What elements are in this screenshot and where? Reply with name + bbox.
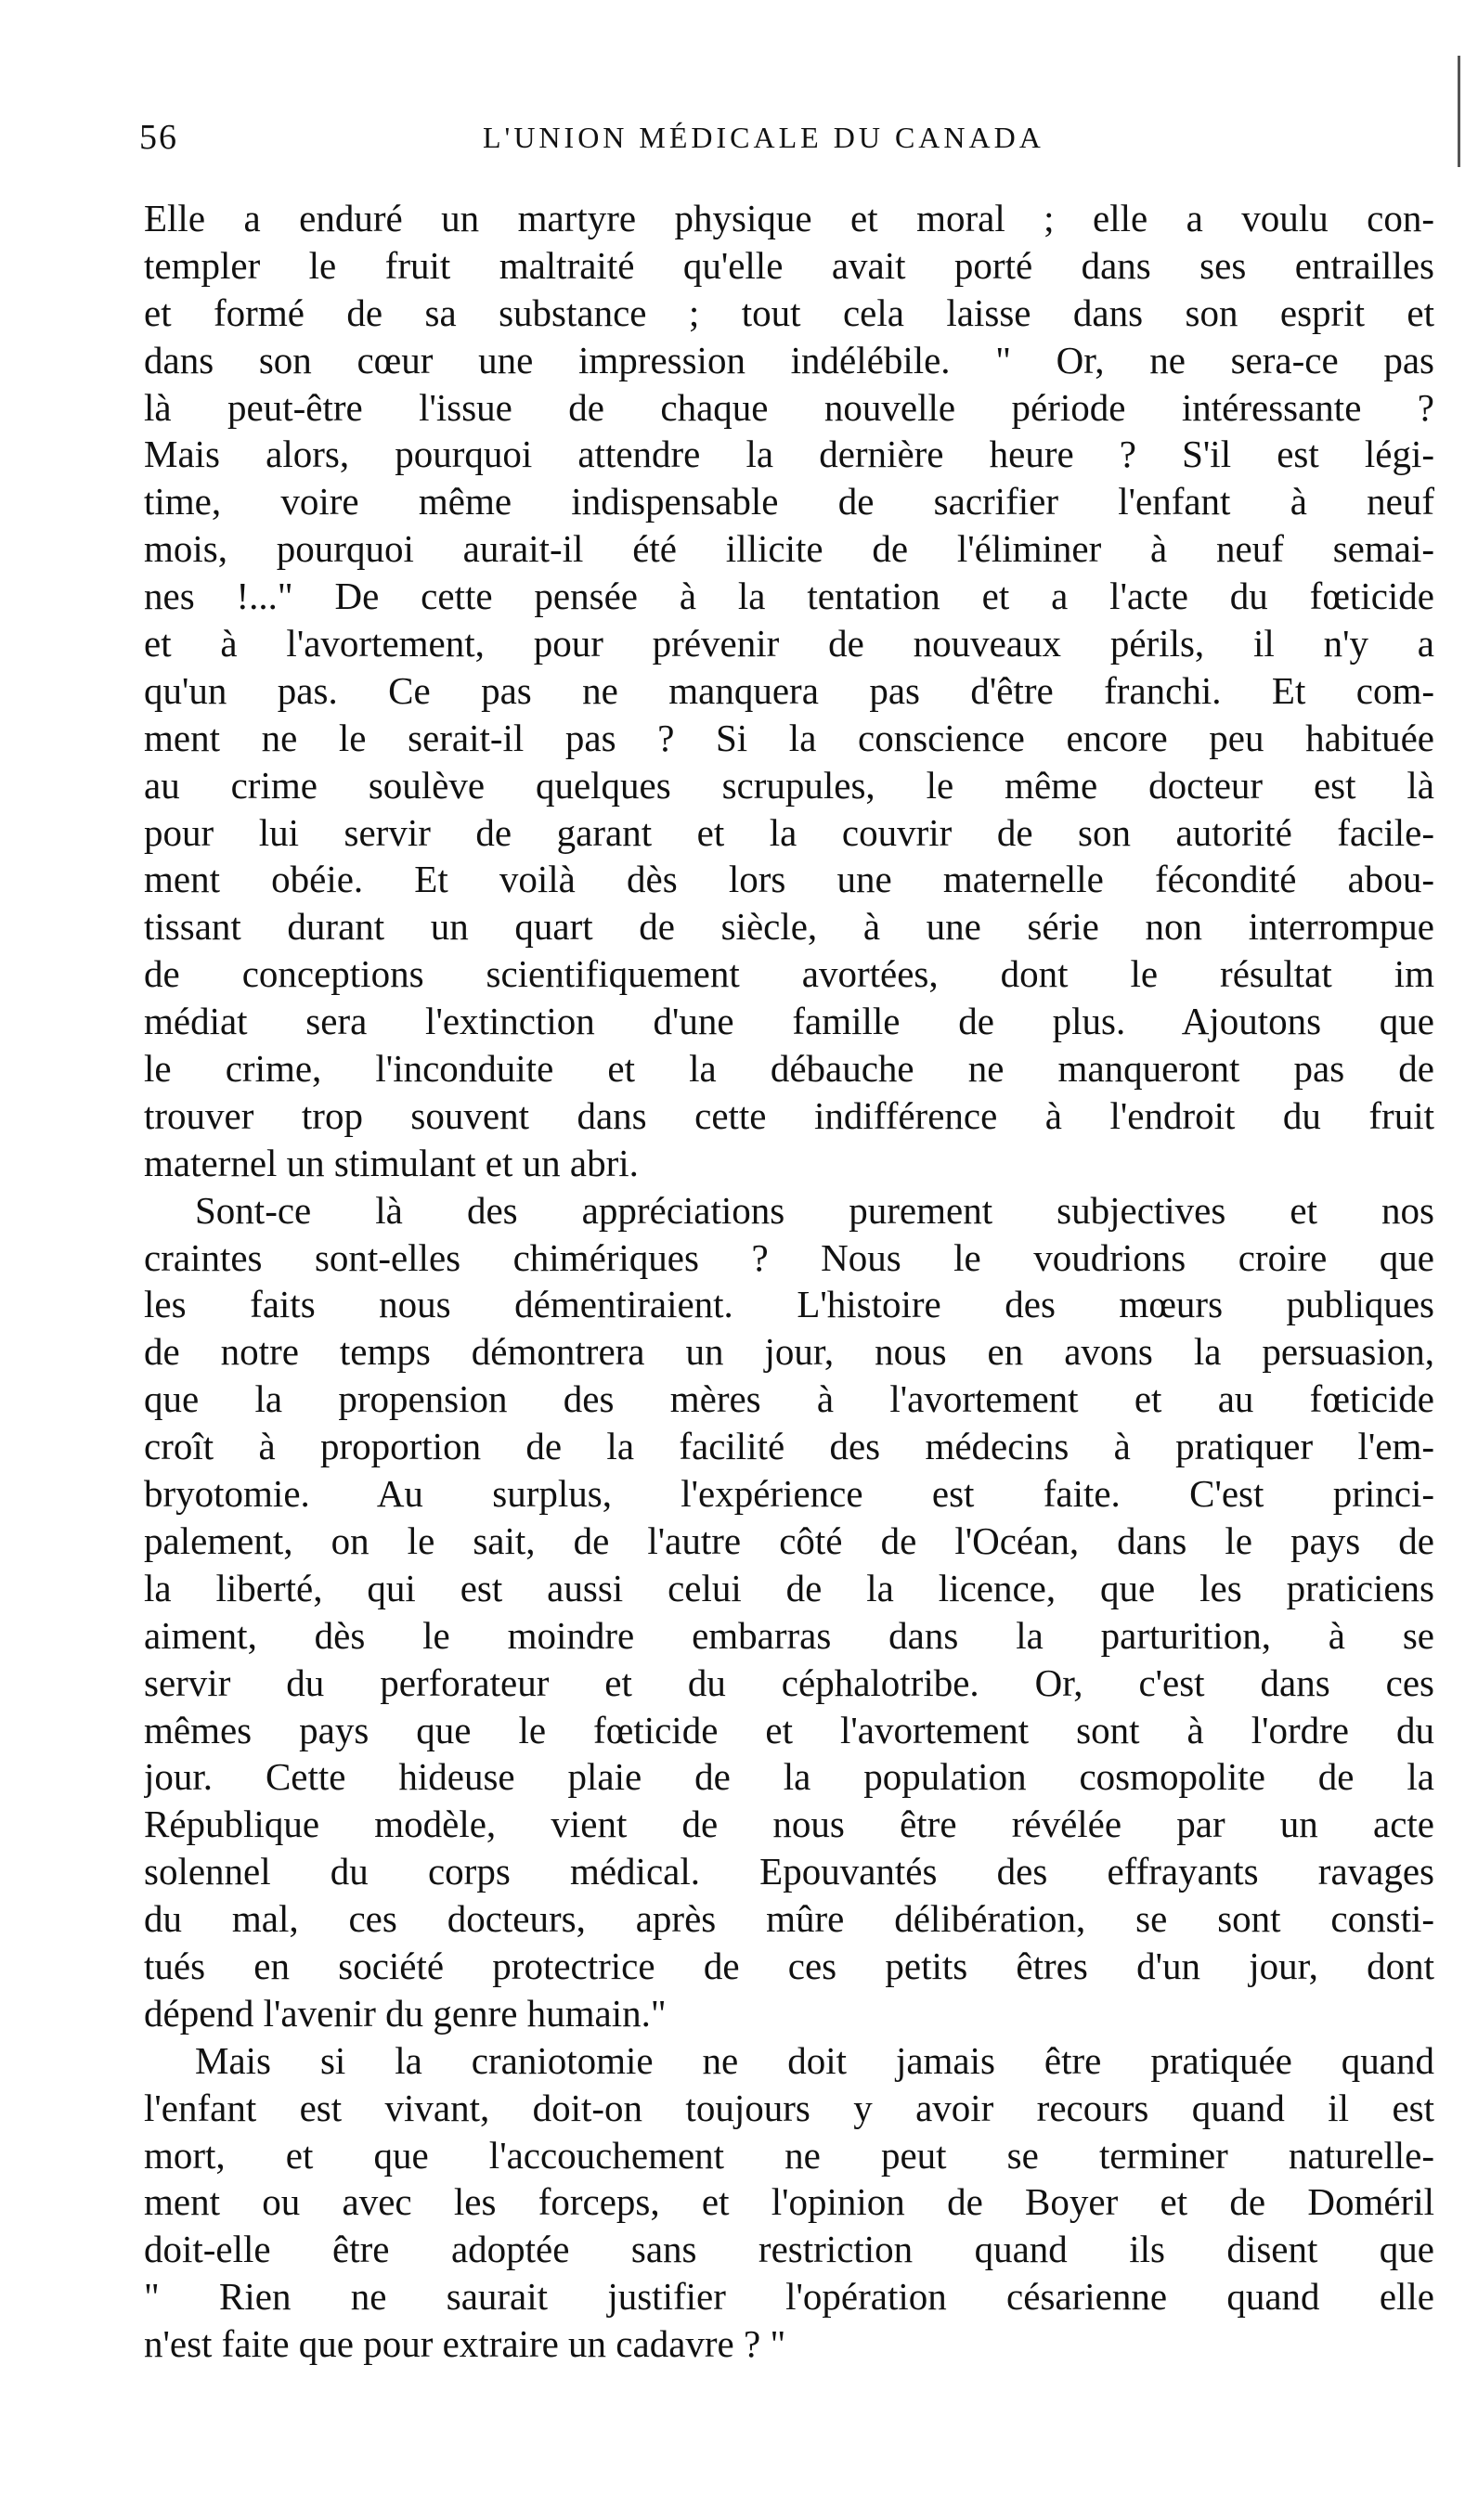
text-line: de notre temps démontrera un jour, nous en avons la persuasion, xyxy=(144,1330,1434,1374)
text-line: tués en société protectrice de ces petits êtres d'un jour, dont xyxy=(144,1944,1434,1987)
text-line: croît à proportion de la facilité des médecins à pratiquer l'em- xyxy=(144,1425,1434,1468)
text-line: et formé de sa substance ; tout cela laisse dans son esprit et xyxy=(144,291,1434,334)
text-line: doit-elle être adoptée sans restriction quand ils disent que xyxy=(144,2228,1434,2271)
text-line: Mais si la craniotomie ne doit jamais être pratiquée quand xyxy=(195,2038,1434,2082)
running-head: L'UNION MÉDICALE DU CANADA xyxy=(483,121,1044,154)
text-line: maternel un stimulant et un abri. xyxy=(144,1141,639,1184)
text-line: trouver trop souvent dans cette indifférence à l'endroit du fruit xyxy=(144,1093,1434,1137)
text-line: que la propension des mères à l'avortement et au fœticide xyxy=(144,1377,1434,1421)
text-line: time, voire même indispensable de sacrifier l'enfant à neuf xyxy=(144,480,1434,523)
text-line: et à l'avortement, pour prévenir de nouveaux périls, il n'y a xyxy=(144,622,1434,666)
text-line: craintes sont-elles chimériques ? Nous le voudrions croire que xyxy=(144,1235,1434,1279)
page-header xyxy=(139,110,1383,165)
text-line: palement, on le sait, de l'autre côté de l'Océan, dans le pays de xyxy=(144,1518,1434,1562)
text-line: du mal, ces docteurs, après mûre délibération, se sont consti- xyxy=(144,1897,1434,1941)
text-line: le crime, l'inconduite et la débauche ne manqueront pas de xyxy=(144,1047,1434,1091)
text-line: bryotomie. Au surplus, l'expérience est faite. C'est princi- xyxy=(144,1472,1434,1516)
text-line: dans son cœur une impression indélébile. " Or, ne sera-ce pas xyxy=(144,338,1434,381)
text-line: mois, pourquoi aurait-il été illicite de l'éliminer à neuf semai- xyxy=(144,527,1434,571)
text-line: tissant durant un quart de siècle, à une série non interrompue xyxy=(144,905,1434,949)
text-line: servir du perforateur et du céphalotribe. Or, c'est dans ces xyxy=(144,1661,1434,1704)
text-line: nes !..." De cette pensée à la tentation et a l'acte du fœticide xyxy=(144,575,1434,618)
text-line: aiment, dès le moindre embarras dans la parturition, à se xyxy=(144,1613,1434,1657)
text-line: République modèle, vient de nous être révélée par un acte xyxy=(144,1803,1434,1846)
text-line: de conceptions scientifiquement avortées, dont le résultat im xyxy=(144,952,1434,996)
page-edge-shadow xyxy=(1458,56,1460,167)
text-line: Elle a enduré un martyre physique et moral ; elle a voulu con- xyxy=(144,197,1434,239)
text-line: la liberté, qui est aussi celui de la licence, que les praticiens xyxy=(144,1566,1434,1609)
text-line: l'enfant est vivant, doit-on toujours y avoir recours quand il est xyxy=(144,2086,1434,2129)
text-line: pour lui servir de garant et la couvrir de son autorité facile- xyxy=(144,810,1434,854)
text-line: ment ne le serait-il pas ? Si la conscience encore peu habituée xyxy=(144,716,1434,759)
body-text xyxy=(144,195,1434,2368)
text-line: n'est faite que pour extraire un cadavre ? " xyxy=(144,2322,786,2366)
text-line: médiat sera l'extinction d'une famille de plus. Ajoutons que xyxy=(144,1000,1434,1043)
text-line: jour. Cette hideuse plaie de la population cosmopolite de la xyxy=(144,1755,1434,1799)
text-line: là peut-être l'issue de chaque nouvelle période intéressante ? xyxy=(144,385,1434,429)
text-line: solennel du corps médical. Epouvantés des effrayants ravages xyxy=(144,1850,1434,1893)
page-number: 56 xyxy=(139,118,178,157)
text-line: Mais alors, pourquoi attendre la dernière heure ? S'il est légi- xyxy=(144,433,1434,476)
text-line: " Rien ne saurait justifier l'opération césarienne quand elle xyxy=(144,2275,1434,2319)
text-line: mêmes pays que le fœticide et l'avortement sont à l'ordre du xyxy=(144,1708,1434,1751)
text-line: Sont-ce là des appréciations purement subjectives et nos xyxy=(195,1188,1434,1232)
text-line: dépend l'avenir du genre humain." xyxy=(144,1991,667,2035)
text-line: qu'un pas. Ce pas ne manquera pas d'être franchi. Et com- xyxy=(144,668,1434,712)
text-line: les faits nous démentiraient. L'histoire des mœurs publiques xyxy=(144,1283,1434,1326)
text-line: au crime soulève quelques scrupules, le même docteur est là xyxy=(144,763,1434,807)
text-line: ment obéie. Et voilà dès lors une maternelle fécondité abou- xyxy=(144,858,1434,901)
text-line: ment ou avec les forceps, et l'opinion de Boyer et de Doméril xyxy=(144,2180,1434,2224)
text-line: templer le fruit maltraité qu'elle avait porté dans ses entrailles xyxy=(144,243,1434,287)
text-line: mort, et que l'accouchement ne peut se terminer naturelle- xyxy=(144,2133,1434,2177)
